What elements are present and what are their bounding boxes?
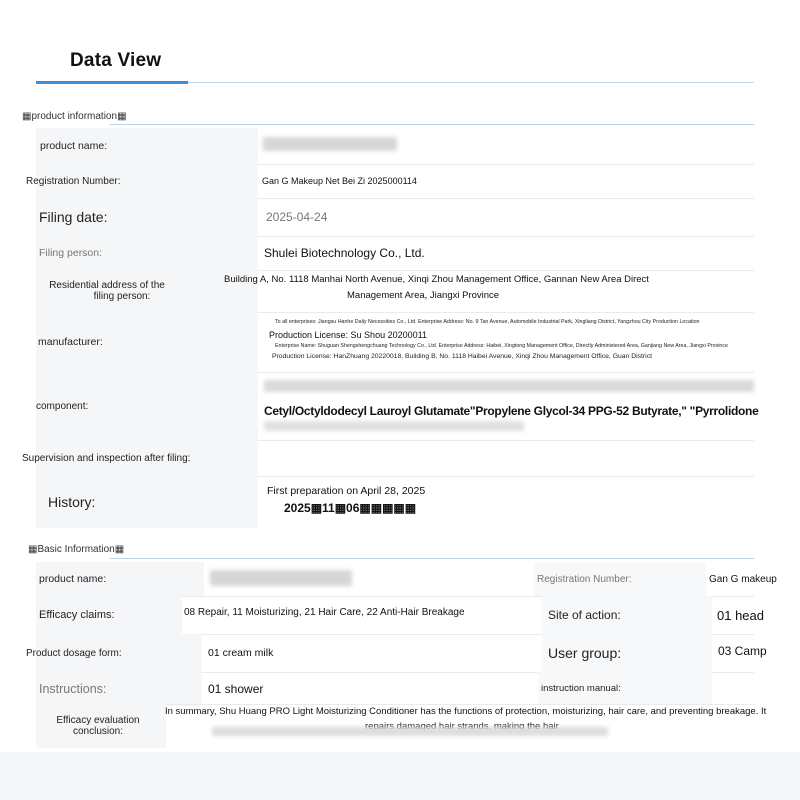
- section-bullet-icon: ▦: [114, 544, 125, 555]
- active-tab-indicator: [36, 81, 188, 84]
- redacted-component-line3: [264, 421, 524, 431]
- value-user-group: 03 Camp: [718, 644, 767, 658]
- page-footer-band: [0, 752, 800, 800]
- value-basic-registration-number: Gan G makeup: [709, 573, 777, 585]
- value-manufacturer-line2: Production License: Su Shou 20200011: [269, 330, 427, 340]
- value-residential-address-line1: Building A, No. 1118 Manhai North Avenue, Xinqi Zhou Management Office, Gannan New Area Direct: [224, 274, 649, 285]
- label-basic-registration-number: Registration Number:: [534, 562, 706, 596]
- redacted-basic-product-name: [210, 570, 352, 586]
- label-supervision: Supervision and inspection after filing:: [36, 440, 258, 476]
- section-bullet-icon: ▦: [28, 544, 38, 555]
- label-registration-number: Registration Number:: [36, 164, 258, 198]
- value-filing-person: Shulei Biotechnology Co., Ltd.: [264, 246, 425, 260]
- redacted-product-name: [263, 137, 397, 151]
- section-header-product-information: ▦product information▦: [22, 111, 127, 122]
- label-user-group: User group:: [542, 634, 712, 672]
- value-dosage-form: 01 cream milk: [208, 647, 274, 659]
- label-product-name: product name:: [36, 128, 258, 164]
- label-instructions: Instructions:: [36, 672, 202, 706]
- label-component: component:: [36, 372, 258, 440]
- label-manufacturer: manufacturer:: [36, 312, 258, 372]
- label-residential-address: Residential address of the filing person:: [36, 270, 258, 312]
- value-residential-address-line2: Management Area, Jiangxi Province: [347, 290, 500, 301]
- value-registration-number: Gan G Makeup Net Bei Zi 2025000114: [262, 176, 417, 186]
- value-history-line2: 2025▦11▦06▦▦▦▦▦: [284, 501, 417, 515]
- label-filing-date: Filing date:: [36, 198, 258, 236]
- value-efficacy-claims: 08 Repair, 11 Moisturizing, 21 Hair Care, 22 Anti-Hair Breakage: [184, 607, 465, 618]
- label-basic-product-name: product name:: [36, 562, 204, 596]
- section-header-basic-information: ▦Basic Information▦: [28, 544, 125, 555]
- section-bullet-icon: ▦: [117, 111, 127, 122]
- value-efficacy-evaluation-line1: In summary, Shu Huang PRO Light Moisturizing Conditioner has the functions of protection, moisturizing, hair care, and preventing breakage. It: [165, 706, 767, 717]
- value-site-of-action: 01 head: [717, 607, 764, 623]
- label-filing-person: Filing person:: [36, 236, 258, 270]
- page-title: Data View: [70, 50, 162, 71]
- section-divider: [110, 558, 754, 559]
- value-manufacturer-line4: Production License: HanZhuang 20220018, Building B, No. 1118 Haibei Avenue, Xinqi Zhou Management Office, Guan District: [272, 353, 652, 360]
- label-efficacy-evaluation: Efficacy evaluation conclusion:: [36, 704, 166, 748]
- value-instructions: 01 shower: [208, 682, 264, 696]
- value-manufacturer-line1: To all enterprises: Jiangsu Hanhe Daily Necessities Co., Ltd. Enterprise Address: No. 9 Tan Avenue, Automobile Industrial Park, Xingliang District, Yangzhou City Production Location: [275, 319, 700, 325]
- section-bullet-icon: ▦: [22, 111, 32, 122]
- label-efficacy-claims: Efficacy claims:: [36, 596, 182, 634]
- value-manufacturer-line3: Enterprise Name: Shuguan Shengshengchuang Technology Co., Ltd. Enterprise Address: Haibei, Xingtong Management Office, Directly Administered Area, Ganjiang New Area, Jiangxi Province: [275, 343, 728, 349]
- label-instruction-manual: instruction manual:: [538, 672, 712, 704]
- value-filing-date: 2025-04-24: [266, 210, 328, 224]
- label-dosage-form: Product dosage form:: [36, 634, 202, 672]
- label-history: History:: [36, 476, 258, 528]
- value-history-line1: First preparation on April 28, 2025: [267, 485, 426, 497]
- label-site-of-action: Site of action:: [542, 596, 712, 634]
- redacted-efficacy-evaluation: [212, 727, 608, 736]
- section-divider: [110, 124, 754, 125]
- redacted-component-line1: [264, 380, 754, 392]
- value-component: Cetyl/Octyldodecyl Lauroyl Glutamate"Propylene Glycol-34 PPG-52 Butyrate," "Pyrrolidone: [264, 404, 759, 418]
